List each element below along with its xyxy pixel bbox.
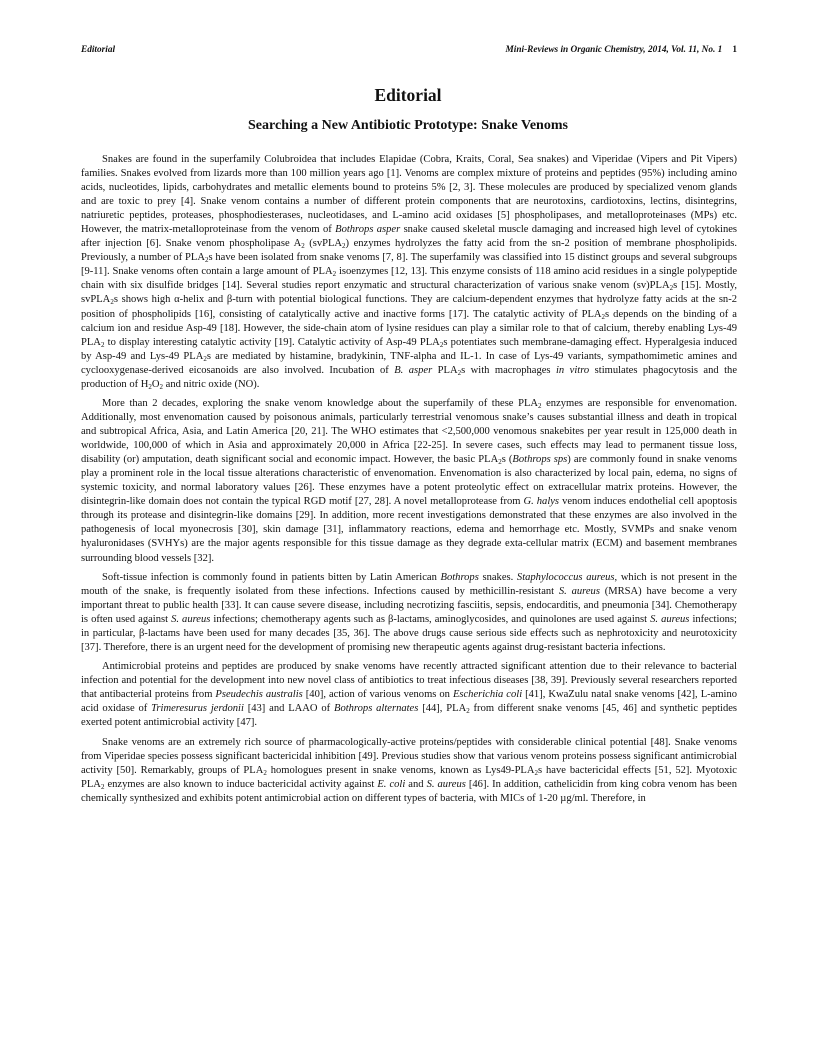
italic-term: Staphylococcus aureus [516,571,615,583]
paragraph-2: More than 2 decades, exploring the snake venom knowledge about the superfamily of these $PLA_2$ enzymes are responsible for envenomation. Additionally, most envenomation caused by poisonous animals, particularly terrestrial venomous snake’s causes substantial illness and death in tropical and subtropical Africa, Asia, and Latin America [20, 21]. The WHO estimates that <2,500,000 venomous snakebites per year result in 125,000 death in worldwide, 100,000 of which in Asia and approximately 20,000 in Africa [22-25]. In severe cases, such effects may lead to permanent tissue loss, disability (or) amputation, death significant social and economic impact. However, the basic $PLA_2s$ (Bothrops sps) are commonly found in snake venoms play a prominent role in the local tissue alterations characteristic of envenomation. Envenomation is also characterized by local pain, edema, no signs of systemic toxicity, and normal laboratory values [26]. These enzymes have a potent proteolytic effect on extracellular matrix proteins. However, the disintegrin-like domain does not contain the typical RGD motif [27, 28]. A novel metalloprotease from G. halys venom induces endothelial cell apoptosis through its protease and disintegrin-like domains [29]. In addition, more recent investigations demonstrated that these enzymes are also involved in the pathogenesis of local myonecrosis [30], skin damage [31], inflammatory reactions, edema and hemorrhage etc. Mostly, SVMPs and snake venom hyaluronidases (SVHYs) are the major agents responsible for this tissue damage as they degrade exta-cellular matrix (ECM) and basement membranes surrounding blood vessels [32]. [81,397,738,564]
subscript: 2 [110,298,114,307]
italic-term: Pseudechis australis [215,689,303,701]
subscript: 2 [159,382,163,391]
paragraph-1: Snakes are found in the superfamily Colubroidea that includes Elapidae (Cobra, Kraits, Coral, Sea snakes) and Viperidae (Vipers and Pit Vipers) families. Snakes evolved from lizards more than 100 million years ago [1]. Venoms are complex mixture of proteins and peptides (95%) including amino acids, nucleotides, lipids, carbohydrates and metallic elements bound to proteins 5% [2, 3]. These molecules are produced by specialized venom glands and are toxic to prey [4]. Snake venom contains a number of different protein components that are neurotoxins, cardiotoxins, lectins, disintegrins, natriuretic peptides, proteases, phosphodiesterases, nucleotidases, and L-amino acid oxidases [5] phospholipases, and metalloproteinases (MPs) etc. However, the matrix-metalloproteinase from the venom of Bothrops asper snake caused skeletal muscle damaging and increased high level of cytokines after injection [6]. Snake venom phospholipase $A_2$ (svPLA$_2$) enzymes hydrolyzes the fatty acid from the sn-2 position of membrane phospholipids. Previously, a number of $PLA_2s$ have been isolated from snake venoms [7, 8]. The superfamily was classified into 15 distinct groups and several subgroups [9-11]. Snake venoms often contain a large amount of $PLA_2$ isoenzymes [12, 13]. This enzyme consists of 118 amino acid residues in a single polypeptide chain with six disulfide bridges [14]. Several studies report enzymatic and structural characterization of various snake venom $(sv)PLA_2s$ [15]. Mostly, svPLA$_2$s shows high α-helix and β-turn with potential biological functions. They are calcium-dependent enzymes that hydrolyze fatty acids at the sn-2 position of phospholipids [16], consisting of catalytically active and inactive forms [17]. The catalytic activity of $PLA_2s$ depends on the binding of a calcium ion and residue Asp-49 [18]. However, the side-chain atom of lysine residues can play a similar role to that of calcium, thereby enabling Lys-49 $PLA_2$ to display interesting catalytic activity [19]. Catalytic activity of Asp-49 $PLA_2s$ potentiates such membrane-damaging effect. Hyperalgesia induced by Asp-49 and Lys-49 $PLA_2s$ are mediated by histamine, bradykinin, TNF-alpha and IL-1. In case of Lys-49 variants, sympathomimetic amines and cyclooxygenase-derived eicosanoids are also involved. Incubation of B. asper $PLA_2s$ with macrophages in vitro stimulates phagocytosis and the production of $H_2O_2$ and nitric oxide (NO). [81,154,738,391]
subscript: 2 [538,401,542,410]
journal-citation: Mini-Reviews in Organic Chemistry, 2014, Vol. 11, No. 1 [505,45,723,55]
subscript: 2 [342,242,346,251]
subscript: 2 [100,340,105,349]
italic-term: Trimeresurus jerdonii [151,703,244,715]
paragraph-4: Antimicrobial proteins and peptides are produced by snake venoms have recently attracted significant attention due to their relevance to bacterial infection and potential for the development into new novel class of antibiotics to treat infectious diseases [38, 39]. Previously several researchers reported that antibacterial proteins from Pseudechis australis [40], action of various venoms on Escherichia coli [41], KwaZulu natal snake venoms [42], L-amino acid oxidase of Trimeresurus jerdonii [43] and LAAO of Bothrops alternates [44], $PLA_2$ from different snake venoms [45, 46] and synthetic peptides exerted potent antimicrobial activity [47]. [81,661,738,729]
italic-term: G. halys [523,496,560,508]
italic-term: S. aureus [171,613,211,625]
italic-term: Bothrops asper [335,224,401,236]
subscript: 2 [466,707,470,716]
italic-term: B. asper [394,364,433,376]
paragraph-3: Soft-tissue infection is commonly found in patients bitten by Latin American Bothrops snakes. Staphylococcus aureus, which is not present in the mouth of the snake, is frequently isolated from these infections. Infections caused by methicillin-resistant S. aureus (MRSA) have become a very important threat to public health [33]. It can cause severe disease, including necrotizing fasciitis, sepsis, endocarditis, and pneumonia [34]. Chemotherapy is often used against S. aureus infections; chemotherapy agents such as β-lactams, aminoglycosides, and quinolones are used against S. aureus infections; in particular, β-lactams have been used for many decades [35, 36]. The above drugs cause serious side effects such as nephrotoxicity and neurotoxicity [37]. Therefore, there is an urgent need for the development of promising new therapeutic agents against drug-resistant bacteria infections. [81,571,738,653]
italic-term: S. aureus [426,778,466,790]
subscript: 2 [100,782,105,791]
subscript: 2 [498,458,502,467]
subscript: 2 [204,256,209,265]
article-type-heading: Editorial [374,85,442,105]
subscript: 2 [301,242,305,251]
italic-term: S. aureus [558,585,600,597]
subscript: 2 [457,368,462,377]
subscript: 2 [203,354,207,363]
subscript: 2 [263,768,267,777]
subscript: 2 [148,382,152,391]
italic-term: Escherichia coli [452,689,523,701]
italic-term: S. aureus [650,613,690,625]
subscript: 2 [534,768,538,777]
paragraph-5: Snake venoms are an extremely rich source of pharmacologically-active proteins/peptides with considerable clinical potential [48]. Snake venoms from Viperidae species possess significant bactericidal inhibition [49]. Previous studies show that various venom proteins possess significant antimicrobial activity [50]. Remarkably, groups of $PLA_2$ homologues present in snake venoms, known as $Lys49-PLA_2s$ have bactericidal effects [51, 52]. Myotoxic $PLA_2$ enzymes are also known to induce bactericidal activity against E. coli and S. aureus [46]. In addition, cathelicidin from king cobra venom has been chemically synthesized and exhibits potent antimicrobial action on different types of bacteria, with MICs of 1-20 µg/ml. Therefore, in [81,736,737,804]
italic-term: Bothrops alternates [334,703,419,715]
subscript: 2 [332,270,337,279]
italic-term: E. coli [377,778,406,790]
running-head-section: Editorial [81,45,116,55]
article-body [81,153,737,811]
italic-term: Bothrops [440,571,479,583]
subscript: 2 [669,284,674,293]
running-head-journal-citation [505,45,737,55]
article-title: Searching a New Antibiotic Prototype: Snake Venoms [248,118,568,133]
subscript: 2 [601,312,606,321]
italic-term: Bothrops sps [512,454,568,466]
italic-term: in vitro [556,364,590,376]
page-number: 1 [732,45,737,55]
subscript: 2 [439,340,444,349]
